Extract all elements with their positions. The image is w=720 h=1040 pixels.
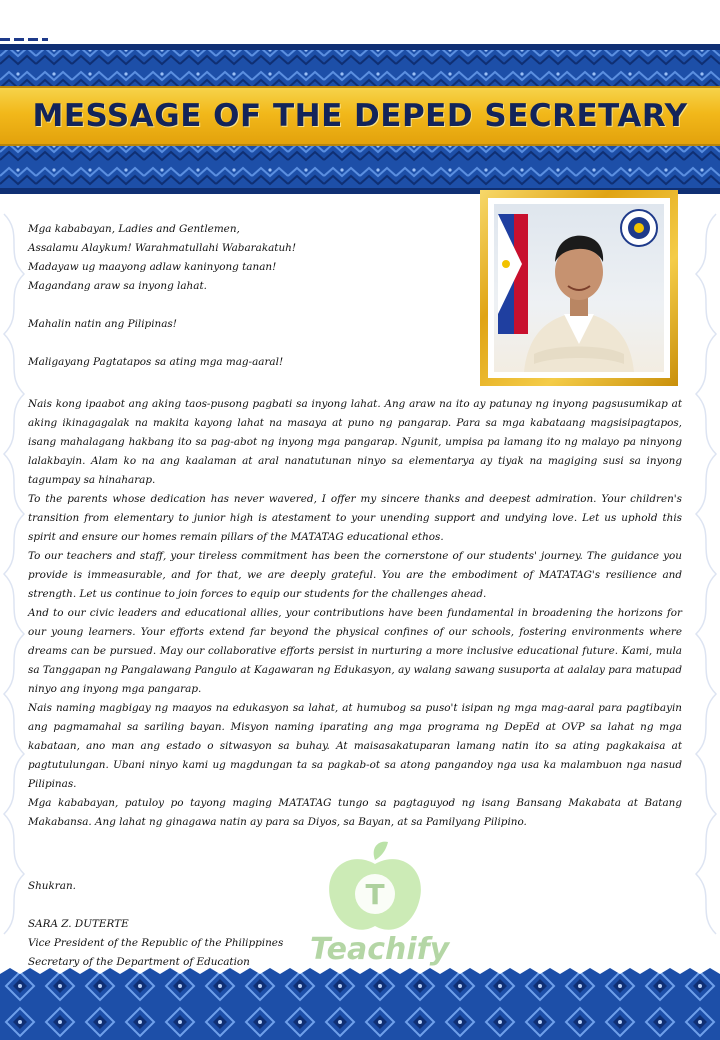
top-bar [0,0,720,46]
apple-logo-icon [310,838,440,938]
greeting-line-7 [28,334,468,353]
top-accent [0,38,48,41]
signatory-name: SARA Z. DUTERTE [28,918,129,930]
body-paragraph-2: To the parents whose dedication has never wavered, I offer my sincere thanks and deepest admiration. Your children's transition from elementary to junior high is atestament to your unending support and undying love. Let us uphold this spirit and ensure our homes remain pillars of the MATATAG educational ethos. [28,493,682,543]
right-swirl-decoration [690,194,720,968]
portrait-illustration [494,204,664,372]
signatory-title-1: Vice President of the Republic of the Philippines [28,937,284,949]
watermark-text: Teachify [310,932,450,967]
bottom-pattern-band [0,968,720,1040]
portrait-frame [480,190,678,386]
left-swirl-decoration [0,194,30,968]
body-paragraph-6: Mga kababayan, patuloy po tayong maging MATATAG tungo sa pagtaguyod ng isang Bansang Makabata at Batang Makabansa. Ang lahat ng ginagawa natin ay para sa Diyos, sa Bayan, at sa Pamilyang Pilipino. [28,797,682,828]
official-portrait [494,204,664,372]
greeting-line-5 [28,296,468,315]
portrait-mat [488,198,670,378]
watermark-logo-letter: T [365,878,385,911]
bottom-pattern-graphic [0,968,720,1040]
signatory-title-2: Secretary of the Department of Education [28,956,250,968]
greeting-line-3: Madayaw ug maayong adlaw kaninyong tanan! [28,261,277,273]
message-body [28,395,682,832]
body-paragraph-4: And to our civic leaders and educational allies, your contributions have been fundamental in broadening the horizons for our young learners. Your efforts extend far beyond the physical confines of our schools, fostering environments where dreams can be pursued. May our collaborative efforts persist in nurturing a more inclusive educational future. Kami, mula sa Tanggapan ng Pangalawang Pangulo at Kagawaran ng Edukasyon, ay walang sawang susuporta at aalalay para matupad ninyo ang inyong mga pangarap. [28,607,682,695]
greeting-line-8: Maligayang Pagtatapos sa ating mga mag-aaral! [28,356,284,368]
closing-salutation: Shukran. [28,880,76,892]
greetings-block [28,220,468,372]
page-title: MESSAGE OF THE DEPED SECRETARY [32,98,688,134]
greeting-line-6: Mahalin natin ang Pilipinas! [28,318,177,330]
body-paragraph-3: To our teachers and staff, your tireless commitment has been the cornerstone of our students' journey. The guidance you provide is immeasurable, and for that, we are deeply grateful. You are the embodiment of MATATAG's resilience and strength. Let us continue to join forces to equip our students for the challenges ahead. [28,550,682,600]
greeting-line-4: Magandang araw sa inyong lahat. [28,280,207,292]
greeting-line-1: Mga kababayan, Ladies and Gentlemen, [28,223,240,235]
deped-seal-icon [621,210,657,246]
greeting-line-2: Assalamu Alaykum! Warahmatullahi Wabarakatuh! [28,242,297,254]
philippine-flag [498,214,528,334]
body-paragraph-1: Nais kong ipaabot ang aking taos-pusong pagbati sa inyong lahat. Ang araw na ito ay patunay ng inyong pagsusumikap at aking ikinagagalak na makita kayong lahat na masaya at puno ng pangarap. Para sa mga kabataang magsisipagtapos, isang mahalagang hakbang ito sa pag-abot ng inyong mga pangarap. Ngunit, umpisa pa lamang ito ng malayo pa ninyong lalakbayin. Alam ko na ang kaalaman at aral nanatutunan ninyo sa elementarya ay tiyak na magiging susi sa inyong tagumpay sa hinaharap. [28,398,682,486]
title-banner [0,86,720,146]
person-figure [524,236,634,372]
teachify-watermark [310,838,450,973]
body-paragraph-5: Nais naming magbigay ng maayos na edukasyon sa lahat, at humubog sa puso't isipan ng mga mag-aaral para pagtibayin ang pagmamahal sa sariling bayan. Misyon naming iparating ang mga programa ng DepEd at OVP sa lahat ng mga kabataan, ano man ang estado o sitwasyon sa buhay. At maisasakatuparan lamang natin ito sa ating pagkakaisa at pagtutulungan. Ubani ninyo kami ug magdungan ta sa pagkab-ot sa atong pangandoy nga usa ka malambuon nga nasud Pilipinas. [28,702,682,790]
